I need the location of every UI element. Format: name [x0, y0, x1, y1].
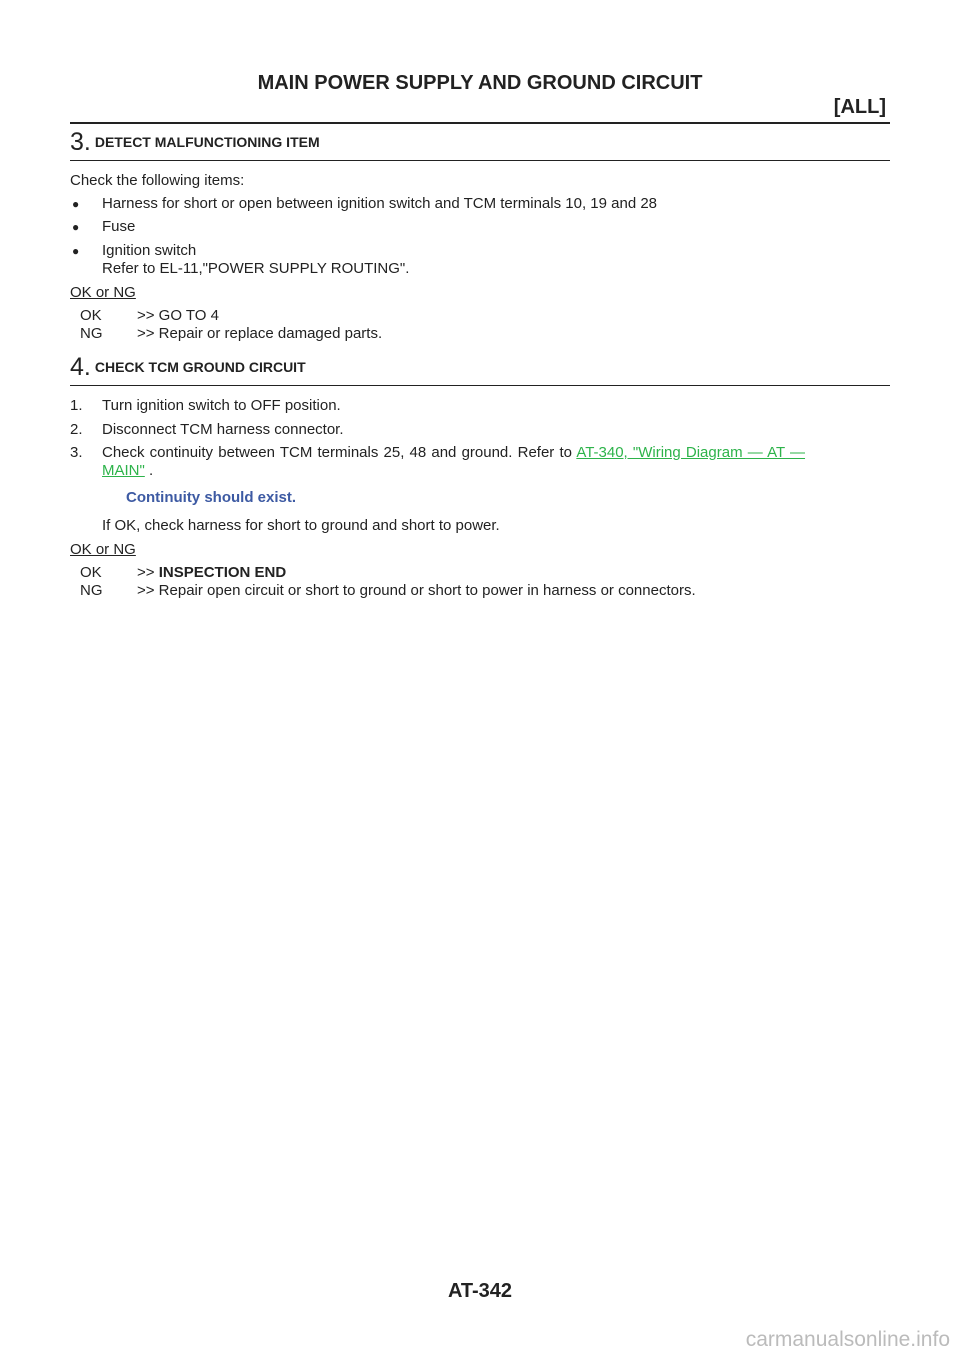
step-3-ok-text: >> GO TO 4: [137, 307, 219, 324]
step-3-intro: Check the following items:: [70, 172, 245, 189]
step-4-number: 4.: [70, 353, 91, 381]
watermark: carmanualsonline.info: [745, 1328, 950, 1351]
step-3-heading: [70, 128, 890, 157]
step-4-item-2-number: 2.: [70, 421, 83, 438]
page-title: MAIN POWER SUPPLY AND GROUND CIRCUIT: [257, 72, 703, 94]
step-4-title: CHECK TCM GROUND CIRCUIT: [94, 359, 306, 375]
step-4-item-2: Disconnect TCM harness connector.: [102, 421, 344, 438]
step-3-bullet-3-ref: Refer to EL-11,"POWER SUPPLY ROUTING".: [102, 260, 410, 277]
wiring-diagram-link[interactable]: AT-340, "Wiring Diagram — AT —: [576, 444, 806, 461]
step-4-item-3-number: 3.: [70, 444, 83, 461]
step-3-bullet-1: Harness for short or open between ignition switch and TCM terminals 10, 19 and 28: [102, 195, 658, 212]
step-4-ok-text: INSPECTION END: [158, 564, 287, 581]
step-4-item-1-number: 1.: [70, 397, 83, 414]
step-4-item-3: [102, 444, 805, 462]
step-4-ng-code: NG: [80, 582, 103, 599]
step-4-ok-prefix: >>: [137, 564, 155, 581]
step-3-ng-text: >> Repair or replace damaged parts.: [137, 325, 383, 342]
page-number: AT-342: [447, 1280, 513, 1302]
header-rule: [70, 122, 890, 124]
step-4-item-3-text: Check continuity between TCM terminals 25, 48 and ground. Refer to: [102, 444, 572, 461]
step-3-bullet-2: Fuse: [102, 218, 136, 235]
wiring-diagram-link-cont[interactable]: MAIN": [102, 462, 145, 479]
step-3-ok-code: OK: [80, 307, 102, 324]
step-3-ok-ng-label: OK or NG: [70, 284, 136, 301]
step-4-ok-ng-label: OK or NG: [70, 541, 136, 558]
bullet-icon: ●: [72, 220, 80, 234]
step-3-title: DETECT MALFUNCTIONING ITEM: [94, 134, 320, 150]
step-4-ok-result: [137, 564, 286, 582]
scope-label: [ALL]: [833, 96, 886, 118]
step-4-ng-text: >> Repair open circuit or short to ground or short to power in harness or connectors.: [137, 582, 696, 599]
step-3-bullet-3: Ignition switch: [102, 242, 197, 259]
step-4-followup: If OK, check harness for short to ground and short to power.: [102, 517, 500, 534]
step-4-rule: [70, 385, 890, 386]
step-4-item-3-end: .: [149, 462, 154, 479]
step-3-ng-code: NG: [80, 325, 103, 342]
bullet-icon: ●: [72, 244, 80, 258]
step-4-item-3-cont: [102, 462, 153, 480]
step-4-heading: [70, 353, 890, 382]
step-3-rule: [70, 160, 890, 161]
step-4-ok-code: OK: [80, 564, 102, 581]
step-3-number: 3.: [70, 128, 91, 156]
step-4-item-1: Turn ignition switch to OFF position.: [102, 397, 341, 414]
continuity-spec: Continuity should exist.: [126, 489, 297, 506]
bullet-icon: ●: [72, 197, 80, 211]
